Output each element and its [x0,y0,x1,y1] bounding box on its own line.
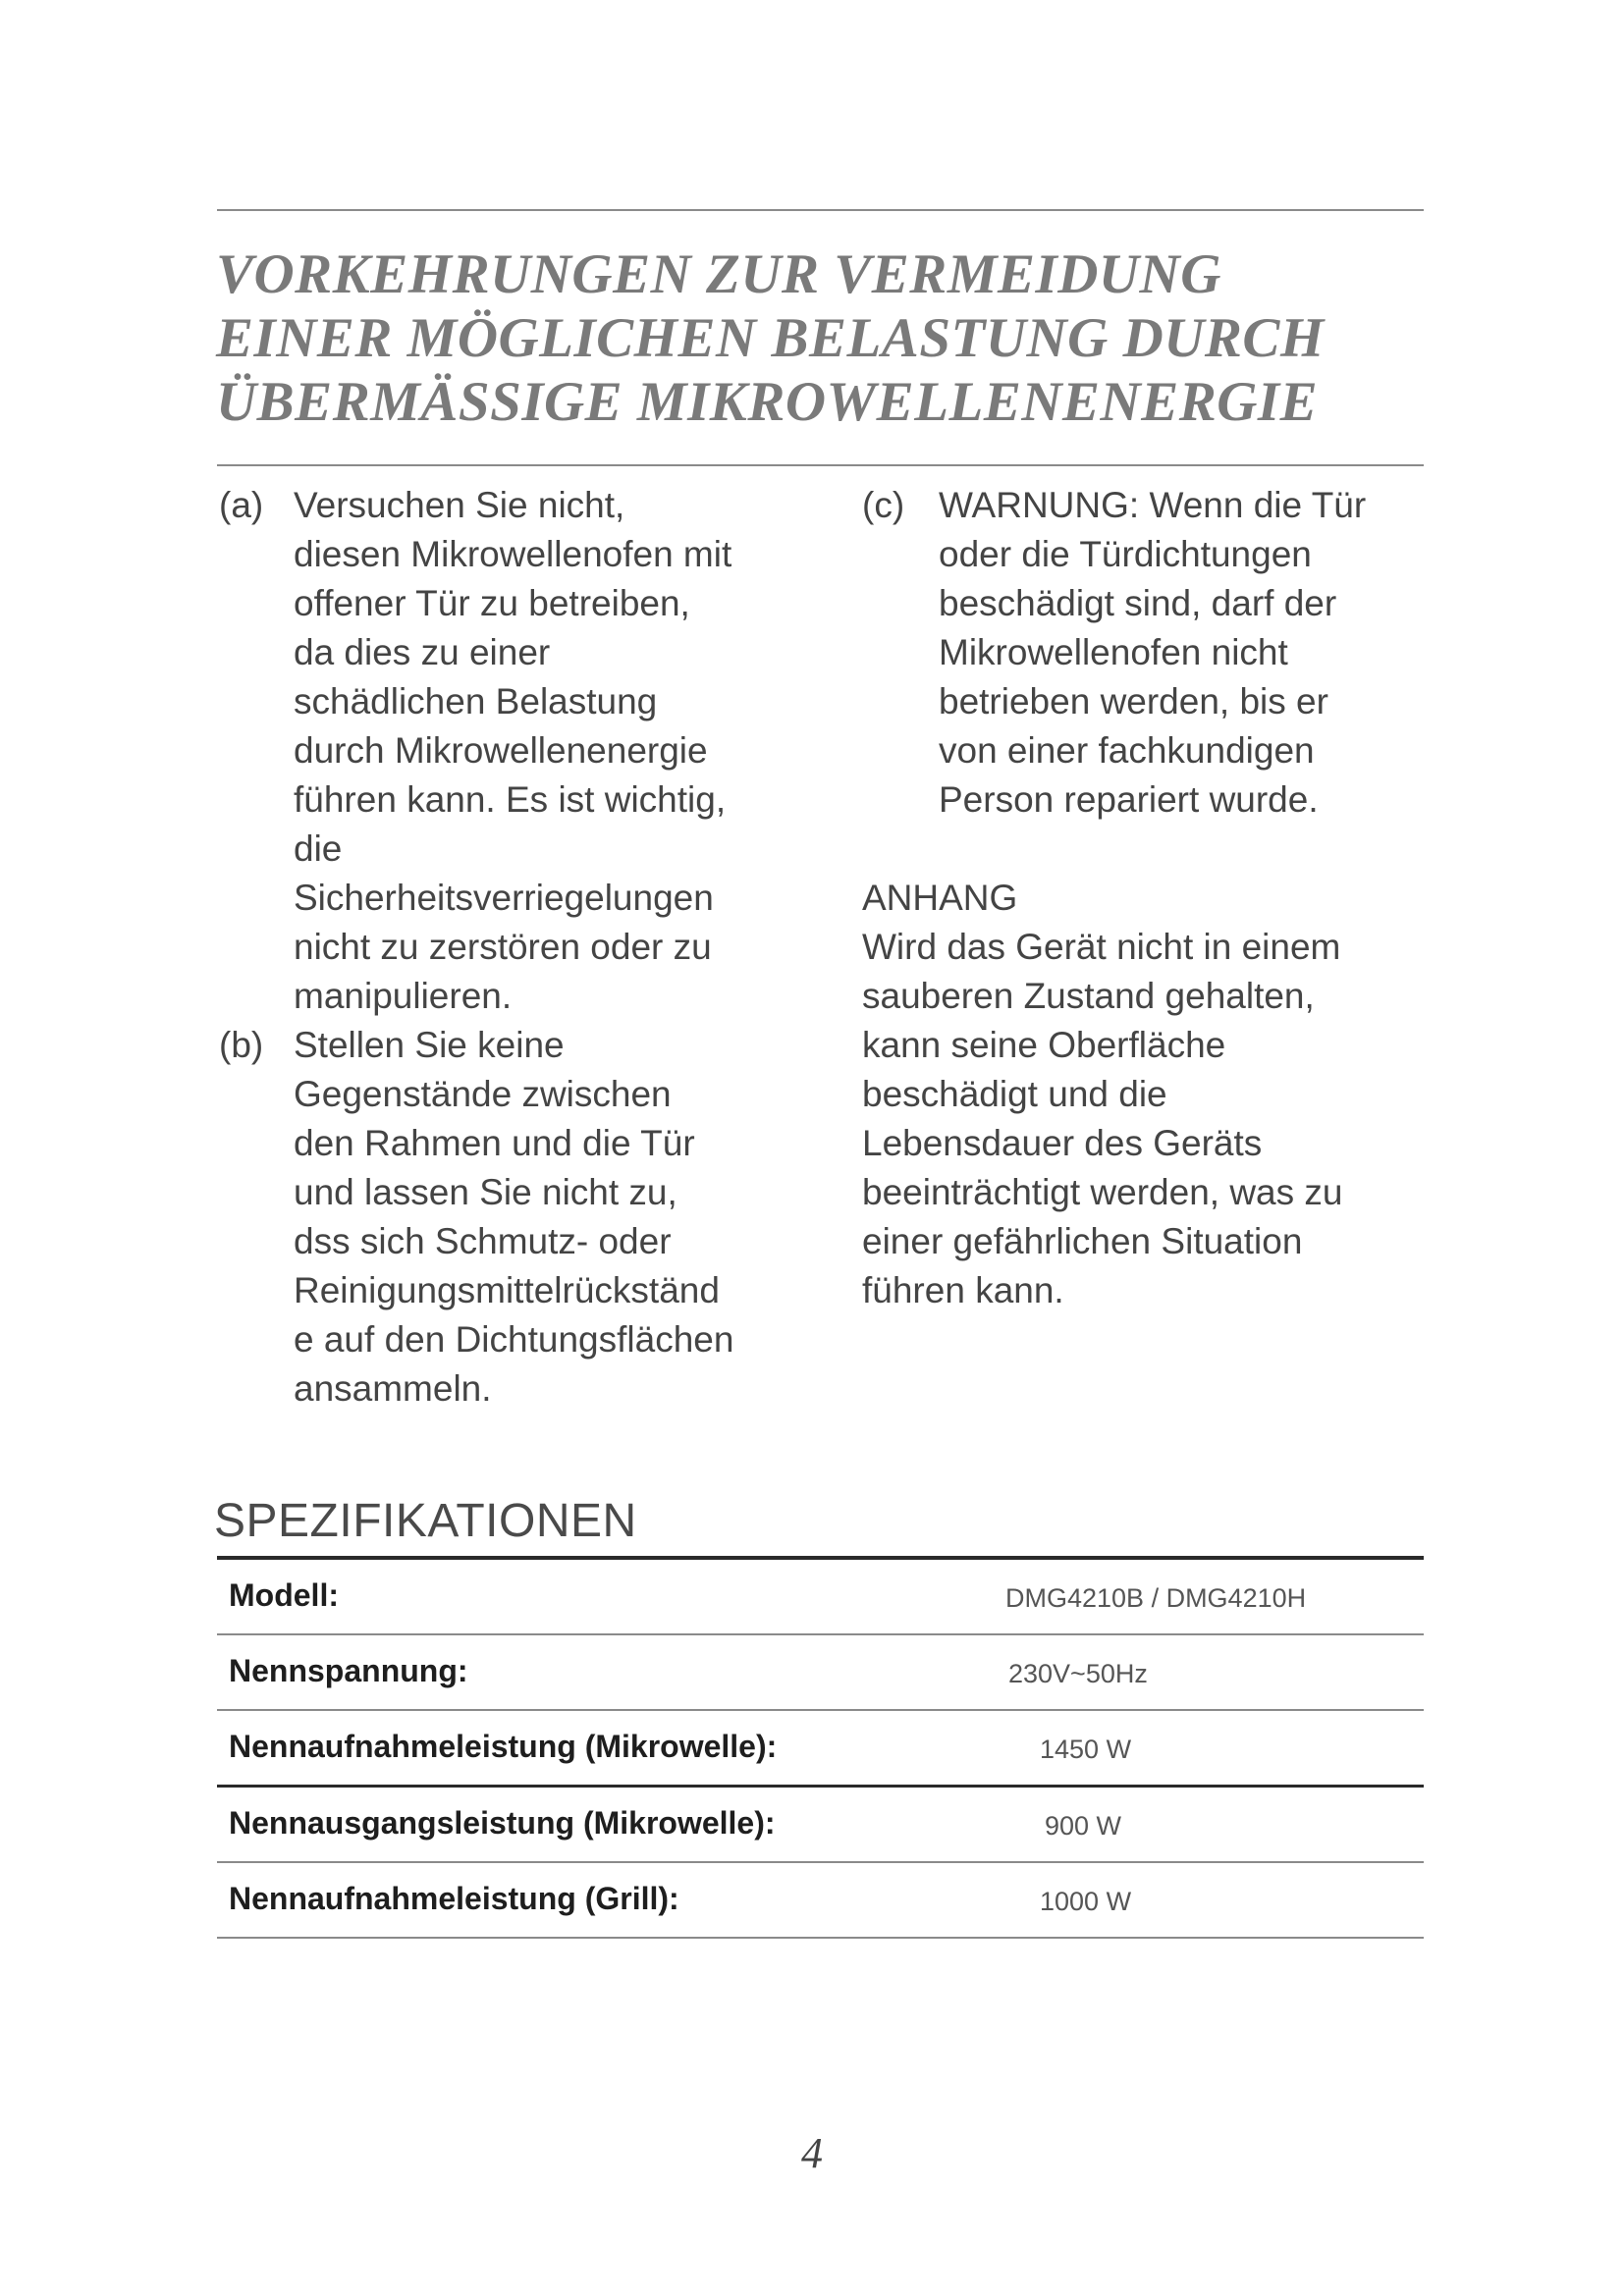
spec-value: 230V~50Hz [1008,1659,1148,1688]
table-row [217,1863,1424,1939]
precaution-c [862,481,1432,825]
spec-label: Nennspannung: [229,1653,468,1688]
text-line: beschädigt sind, darf der [939,583,1337,623]
spec-value: DMG4210B / DMG4210H [1005,1583,1307,1613]
specifications-heading: SPEZIFIKATIONEN [214,1495,637,1547]
title-divider [217,464,1424,466]
text-line: Person repariert wurde. [939,779,1319,820]
precaution-marker: (b) [219,1025,264,1065]
precaution-a [219,481,808,1021]
text-line: Reinigungsmittelrückständ [294,1270,720,1310]
text-line: Gegenstände zwischen [294,1074,672,1114]
title-line: ÜBERMÄSSIGE MIKROWELLENENERGIE [216,371,1319,433]
text-line: beeinträchtigt werden, was zu [862,1172,1343,1212]
spec-label: Nennaufnahmeleistung (Mikrowelle): [229,1729,778,1764]
text-line: den Rahmen und die Tür [294,1123,695,1163]
text-line: ansammeln. [294,1368,492,1409]
text-line: kann seine Oberfläche [862,1025,1226,1065]
text-line: dss sich Schmutz- oder [294,1221,672,1261]
text-line: sauberen Zustand gehalten, [862,976,1315,1016]
text-line: WARNUNG: Wenn die Tür [939,485,1367,525]
precaution-marker: (c) [862,485,905,525]
precaution-b [219,1021,808,1414]
text-line: Versuchen Sie nicht, [294,485,625,525]
text-line: von einer fachkundigen [939,730,1315,771]
top-divider [217,209,1424,211]
spec-value: 1450 W [1040,1735,1132,1764]
page-number: 4 [801,2129,823,2177]
page-title [216,242,1434,434]
spacer [862,825,1432,874]
text-line: führen kann. Es ist wichtig, [294,779,727,820]
text-line: e auf den Dichtungsflächen [294,1319,734,1360]
appendix-section [862,874,1432,1315]
title-line: VORKEHRUNGEN ZUR VERMEIDUNG [216,243,1221,305]
text-line: Wird das Gerät nicht in einem [862,927,1341,967]
text-line: Stellen Sie keine [294,1025,565,1065]
text-line: durch Mikrowellenenergie [294,730,708,771]
precaution-marker: (a) [219,485,264,525]
text-line: führen kann. [862,1270,1064,1310]
left-column [219,481,808,1414]
text-line: offener Tür zu betreiben, [294,583,690,623]
spec-value: 1000 W [1040,1887,1132,1916]
text-line: Mikrowellenofen nicht [939,632,1288,672]
text-line: einer gefährlichen Situation [862,1221,1303,1261]
text-line: da dies zu einer [294,632,551,672]
text-line: schädlichen Belastung [294,681,658,721]
text-line: beschädigt und die [862,1074,1167,1114]
text-line: betrieben werden, bis er [939,681,1328,721]
right-column [862,481,1432,1315]
text-line: und lassen Sie nicht zu, [294,1172,677,1212]
text-line: oder die Türdichtungen [939,534,1312,574]
spec-label: Nennaufnahmeleistung (Grill): [229,1881,679,1916]
table-row [217,1788,1424,1863]
spec-value: 900 W [1045,1811,1122,1841]
table-row [217,1635,1424,1711]
spec-label: Nennausgangsleistung (Mikrowelle): [229,1805,776,1841]
appendix-heading: ANHANG [862,878,1018,918]
text-line: diesen Mikrowellenofen mit [294,534,732,574]
text-line: Sicherheitsverriegelungen [294,878,714,918]
text-line: nicht zu zerstören oder zu [294,927,712,967]
text-line: Lebensdauer des Geräts [862,1123,1263,1163]
specifications-table [217,1556,1424,1939]
spec-label: Modell: [229,1577,339,1613]
table-row [217,1711,1424,1788]
text-line: manipulieren. [294,976,513,1016]
title-line: EINER MÖGLICHEN BELASTUNG DURCH [216,307,1325,369]
text-line: die [294,828,343,869]
table-row [217,1560,1424,1635]
